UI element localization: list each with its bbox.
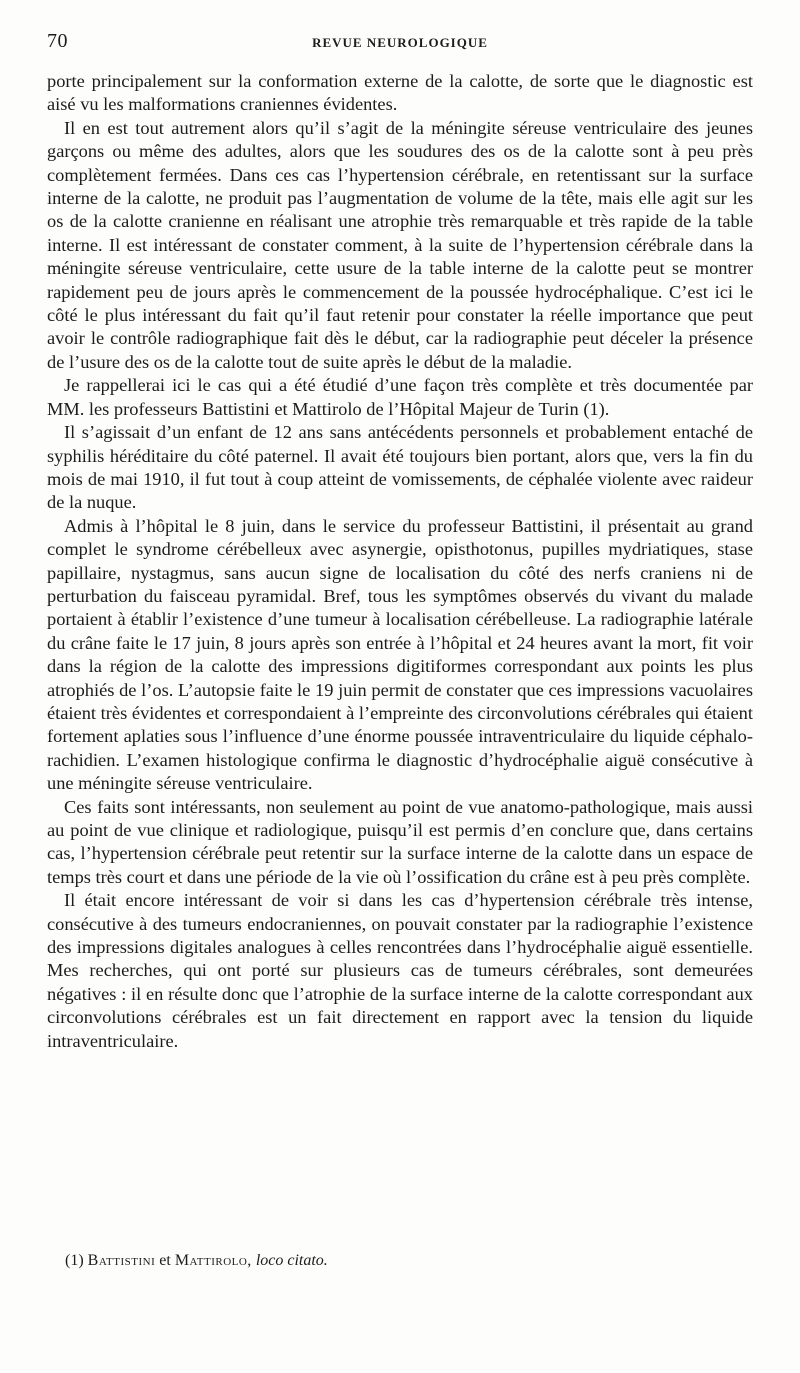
footnote — [65, 1251, 753, 1271]
paragraph: Je rappellerai ici le cas qui a été étudié d’une façon très complète et très documentée par MM. les professeurs Battistini et Mattirolo de l’Hôpital Majeur de Turin (1). — [47, 375, 753, 419]
paragraph: Il s’agissait d’un enfant de 12 ans sans antécédents personnels et probablement entaché de syphilis héréditaire du côté paternel. Il avait été toujours bien portant, alors que, vers la fin du mois de mai 1910, il fut tout à coup atteint de vomissements, de céphalée violente avec raideur de la nuque. — [47, 422, 753, 513]
page-number: 70 — [47, 30, 68, 52]
footnote-citation: loco citato. — [255, 1252, 328, 1269]
paragraph: Ces faits sont intéressants, non seulement au point de vue anatomo-pathologique, mais aussi au point de vue clinique et radiologique, puisqu’il est permis d’en conclure que, dans certains cas, l’hypertension cérébrale peut retentir sur la surface interne de la calotte dans un espace de temps très court et dans une période de la vie où l’ossification du crâne est à peu près complète. — [47, 796, 753, 887]
body-text — [47, 70, 753, 1053]
footnote-author-2: Mattirolo, — [174, 1252, 252, 1269]
footnote-connector: et — [159, 1252, 171, 1269]
paragraph: Il était encore intéressant de voir si dans les cas d’hypertension cérébrale très intense, consécutive à des tumeurs endocraniennes, on pouvait constater par la radiographie l’existence des impressions digitales analogues à celles rencontrées dans l’hydrocéphalie aiguë essentielle. Mes recherches, qui ont porté sur plusieurs cas de tumeurs cérébrales, sont demeurées négatives : il en résulte donc que l’atrophie de la surface interne de la calotte correspondant aux circonvolutions cérébrales est un fait directement en rapport avec la tension du liquide intraventriculaire. — [47, 890, 753, 1051]
page-header — [47, 30, 753, 54]
paragraph: porte principalement sur la conformation externe de la calotte, de sorte que le diagnostic est aisé vu les malformations craniennes évidentes. — [47, 71, 753, 115]
paragraph: Admis à l’hôpital le 8 juin, dans le service du professeur Battistini, il présentait au grand complet le syndrome cérébelleux avec asynergie, opisthotonus, pupilles mydriatiques, stase papillaire, nystagmus, sans aucun signe de localisation du côté des nerfs craniens ni de perturbation du faisceau pyramidal. Bref, tous les symptômes observés du vivant du malade portaient à établir l’existence d’une tumeur à localisation cérébelleuse. La radiographie latérale du crâne faite le 17 juin, 8 jours après son entrée à l’hôpital et 24 heures avant la mort, fit voir dans la région de la calotte des impressions digitiformes correspondant aux points les plus atrophiés de l’os. L’autopsie faite le 19 juin permit de constater que ces impressions vacuolaires étaient très évidentes et correspondaient à l’empreinte des circonvolutions cérébrales qui étaient fortement aplaties sous l’influence d’une énorme poussée intraventriculaire du liquide céphalo-rachidien. L’examen histologique confirma le diagnostic d’hydrocéphalie aiguë consécutive à une méningite séreuse ventriculaire. — [47, 515, 753, 794]
footnote-author-1: Battistini — [87, 1252, 156, 1269]
running-head: REVUE NEUROLOGIQUE — [312, 35, 488, 50]
footnote-marker: (1) — [65, 1252, 84, 1269]
paragraph: Il en est tout autrement alors qu’il s’agit de la méningite séreuse ventriculaire des jeunes garçons ou même des adultes, alors que les soudures des os de la calotte sont à peu près complètement fermées. Dans ces cas l’hypertension cérébrale, en retentissant sur la surface interne de la calotte, ne produit pas l’augmentation de volume de la tête, mais elle agit sur les os de la calotte cranienne en réalisant une atrophie très remarquable et très rapide de la table interne. Il est intéressant de constater comment, à la suite de l’hypertension cérébrale dans la méningite séreuse ventriculaire, cette usure de la table interne de la calotte peut se montrer rapidement peu de jours après le commencement de la poussée hydrocéphalique. C’est ici le côté le plus intéressant du fait qu’il faut retenir pour constater la réelle importance que peut avoir le contrôle radiographique fait dès le début, car la radiographie peut déceler la présence de l’usure des os de la calotte tout de suite après le début de la maladie. — [47, 117, 753, 372]
